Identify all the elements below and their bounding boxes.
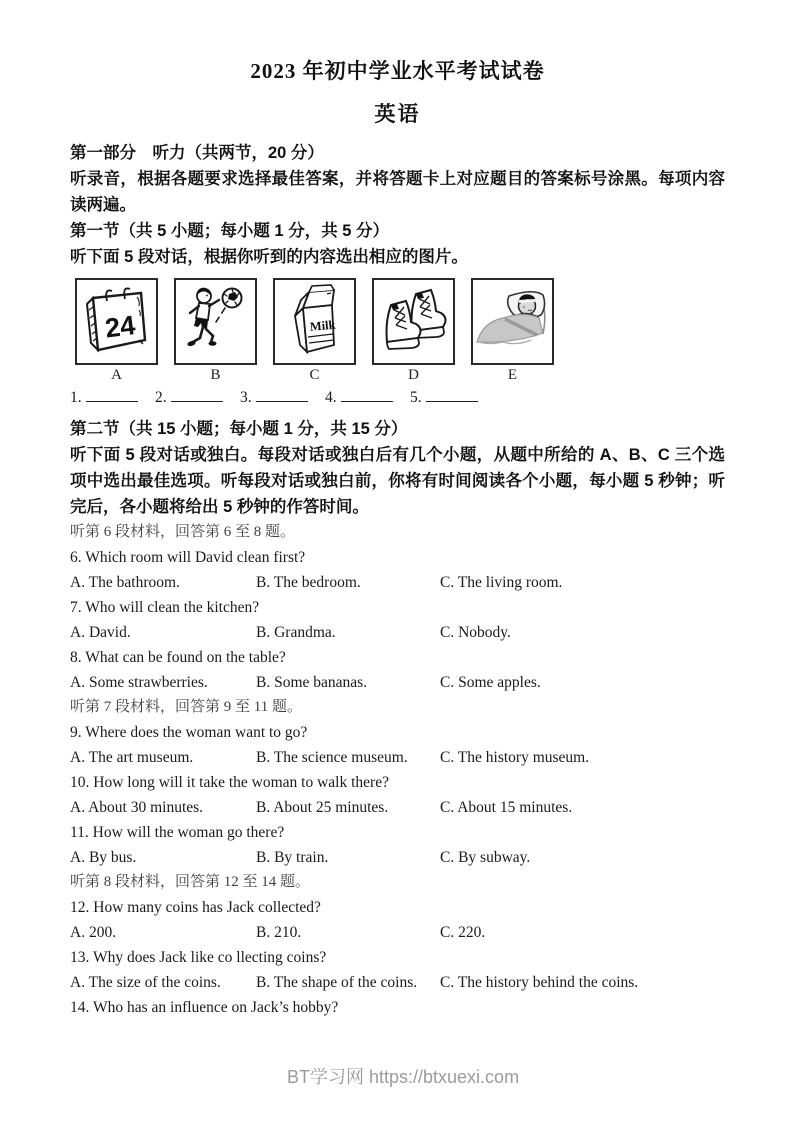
picture-option-e: [471, 278, 554, 385]
option-7b: B. Grandma.: [256, 624, 336, 641]
section2-instructions: 听下面 5 段对话或独白。每段对话或独白后有几个小题，从题中所给的 A、B、C 三个选项中选出最佳选项。听每段对话或独白前，你将有时间阅读各个小题，每小题 5 秒钟；听完后，各小题将给出 5 秒钟的作答时间。: [70, 446, 725, 516]
question-10: 10. How long will it take the woman to walk there?: [70, 774, 389, 791]
picture-option-b: [174, 278, 257, 385]
option-7a: A. David.: [70, 624, 131, 641]
blank-line: [86, 389, 138, 402]
option-8c: C. Some apples.: [440, 674, 541, 691]
options-10: [70, 795, 725, 820]
picture-label-d: D: [408, 367, 419, 383]
option-9c: C. The history museum.: [440, 749, 590, 766]
question-14: 14. Who has an influence on Jack’s hobby?: [70, 999, 339, 1016]
options-9: [70, 745, 725, 770]
blank-2: 2.: [155, 389, 240, 407]
blank-line: [426, 389, 478, 402]
option-10a: A. About 30 minutes.: [70, 799, 204, 816]
blank-line: [341, 389, 393, 402]
sleeping-person-icon: [471, 278, 554, 365]
question-6: 6. Which room will David clean first?: [70, 549, 306, 566]
section2-heading: 第二节（共 15 小题；每小题 1 分，共 15 分）: [70, 420, 408, 438]
passage-intro-7: 听第 7 段材料，回答第 9 至 11 题。: [70, 699, 302, 715]
blank-line: [171, 389, 223, 402]
options-13: [70, 970, 725, 995]
options-6: [70, 570, 725, 595]
question-8: 8. What can be found on the table?: [70, 649, 286, 666]
subject-title: 英语: [374, 102, 421, 126]
sneakers-icon: [372, 278, 455, 365]
option-11a: A. By bus.: [70, 849, 137, 866]
option-6c: C. The living room.: [440, 574, 563, 591]
blank-4: 4.: [325, 389, 410, 407]
question-12: 12. How many coins has Jack collected?: [70, 899, 321, 916]
blank-1: 1.: [70, 389, 155, 407]
option-6b: B. The bedroom.: [256, 574, 361, 591]
picture-option-a: [75, 278, 158, 385]
section1-instructions: 听下面 5 段对话，根据你听到的内容选出相应的图片。: [70, 248, 468, 266]
option-8a: A. Some strawberries.: [70, 674, 208, 691]
options-8: [70, 670, 725, 695]
option-13b: B. The shape of the coins.: [256, 974, 418, 991]
options-11: [70, 845, 725, 870]
options-12: [70, 920, 725, 945]
option-8b: B. Some bananas.: [256, 674, 368, 691]
option-11c: C. By subway.: [440, 849, 531, 866]
page-title: 2023 年初中学业水平考试试卷: [250, 59, 545, 83]
option-6a: A. The bathroom.: [70, 574, 180, 591]
blank-5: 5.: [410, 389, 495, 407]
option-9b: B. The science museum.: [256, 749, 408, 766]
option-12b: B. 210.: [256, 924, 302, 941]
options-7: [70, 620, 725, 645]
option-13c: C. The history behind the coins.: [440, 974, 639, 991]
picture-option-c: [273, 278, 356, 385]
blank-3: 3.: [240, 389, 325, 407]
picture-option-d: [372, 278, 455, 385]
question-11: 11. How will the woman go there?: [70, 824, 285, 841]
section1-heading: 第一节（共 5 小题；每小题 1 分，共 5 分）: [70, 222, 390, 240]
option-10b: B. About 25 minutes.: [256, 799, 389, 816]
option-10c: C. About 15 minutes.: [440, 799, 573, 816]
calendar-date-text: 24: [103, 310, 137, 344]
answer-blanks: [70, 389, 725, 410]
question-13: 13. Why does Jack like co llecting coins?: [70, 949, 327, 966]
picture-label-a: A: [111, 367, 122, 383]
milk-carton-text: Milk: [309, 317, 337, 334]
picture-options: [70, 278, 725, 385]
football-boy-icon: [174, 278, 257, 365]
question-9: 9. Where does the woman want to go?: [70, 724, 308, 741]
watermark: BT学习网 https://btxuexi.com: [287, 1067, 520, 1087]
milk-carton-icon: [273, 278, 356, 365]
picture-label-c: C: [309, 367, 320, 383]
question-7: 7. Who will clean the kitchen?: [70, 599, 260, 616]
part1-heading: 第一部分 听力（共两节，20 分）: [70, 144, 324, 162]
option-7c: C. Nobody.: [440, 624, 511, 641]
picture-label-b: B: [210, 367, 221, 383]
blank-line: [256, 389, 308, 402]
picture-label-e: E: [507, 367, 518, 383]
option-11b: B. By train.: [256, 849, 329, 866]
passage-intro-8: 听第 8 段材料，回答第 12 至 14 题。: [70, 874, 311, 890]
calendar-icon: [75, 278, 158, 365]
passage-intro-6: 听第 6 段材料，回答第 6 至 8 题。: [70, 524, 296, 540]
option-13a: A. The size of the coins.: [70, 974, 221, 991]
option-9a: A. The art museum.: [70, 749, 194, 766]
option-12c: C. 220.: [440, 924, 486, 941]
option-12a: A. 200.: [70, 924, 117, 941]
part1-instructions: 听录音，根据各题要求选择最佳答案，并将答题卡上对应题目的答案标号涂黑。每项内容读两遍。: [70, 170, 725, 214]
